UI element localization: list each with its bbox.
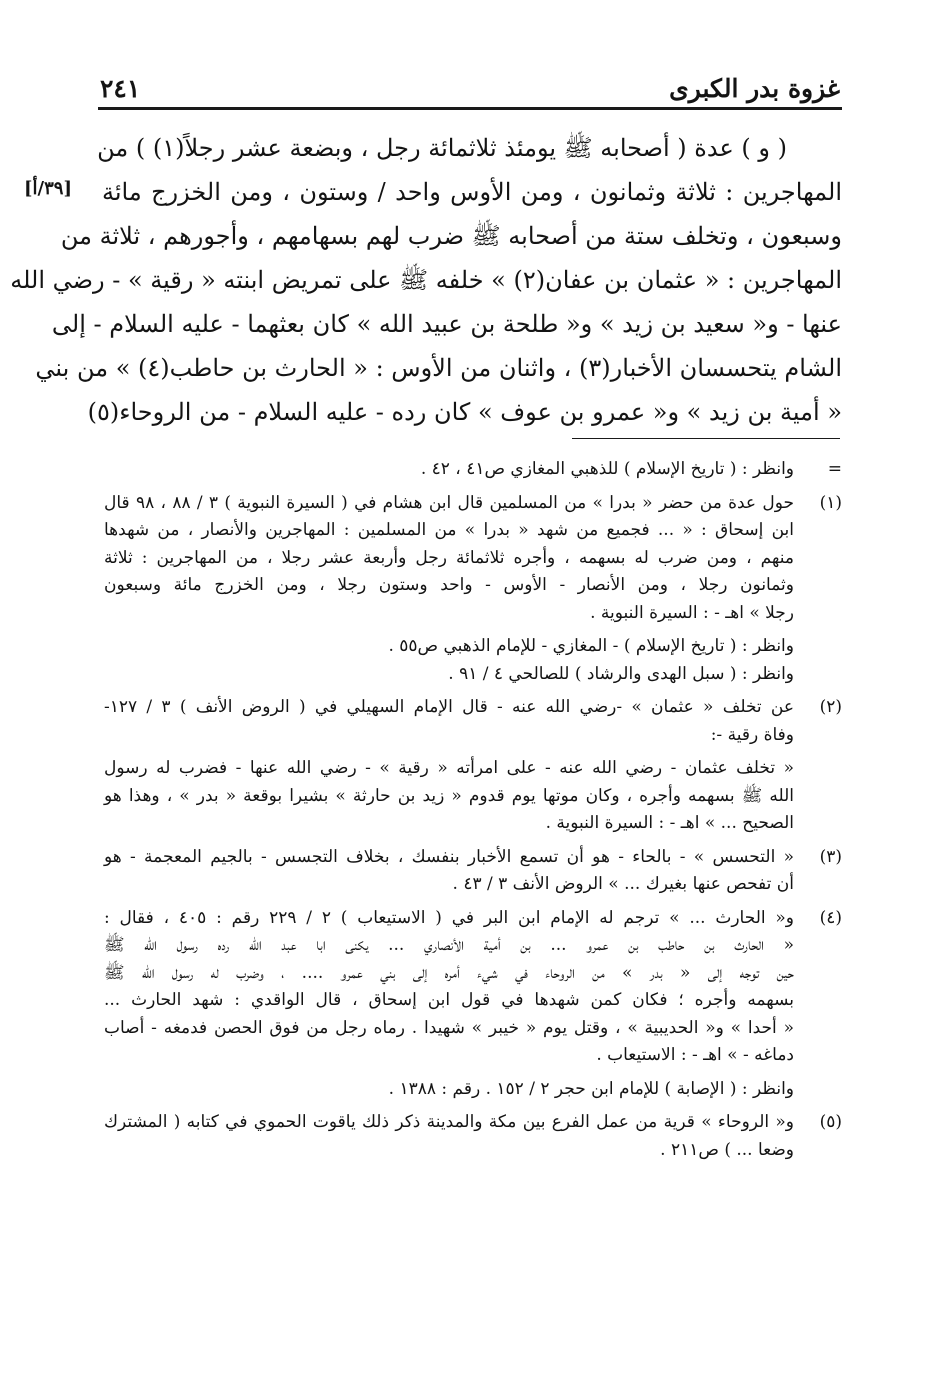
footnote-line: وثمانون رجلا ، ومن الأنصار - الأوس - واحد وستون رجلا ، ومن الخزرج مائة وسبعون [104,575,794,595]
footnote-marker: = [827,459,842,479]
footnote-line: وانظر : ( سبل الهدى والرشاد ) للصالحي ٤ / ٩١ . [448,663,794,684]
footnote-marker: (٢) [819,697,842,717]
footnote-marker: (٥) [819,1112,842,1132]
footnote-line: حين توجه إلى « بدر » من الروحاء في شيء أمره إلى بني عمرو .... ، وضرب له رسول الله ﷺ [104,962,794,983]
footnote-line: رجلا » اهـ - : السيرة النبوية . [590,602,794,623]
running-title: غزوة بدر الكبرى [669,74,840,103]
footnote-marker: (٣) [819,846,842,867]
footnote-line: « تخلف عثمان - رضي الله عنه - على امرأته « رقية » - رضي الله عنها - فضرب له رسول [104,758,794,778]
footnote-line: وانظر : ( الإصابة ) للإمام ابن حجر ٢ / ١٥٢ . رقم : ١٣٨٨ . [388,1078,794,1099]
body-line: المهاجرين : ثلاثة وثمانون ، ومن الأوس واحد / وستون ، ومن الخزرج مائة [102,178,842,206]
footnote-line: الله ﷺ بسهمه وأجره ، وكان موتها يوم قدوم « زيد بن حارثة » بشيرا بوقعة « بدر » ، وهذا هو [104,785,794,806]
footnote-line: بسهمه وأجره ؛ فكان كمن شهدها في قول ابن إسحاق ، قال الواقدي : شهد الحارث ... [104,990,794,1010]
footnote-line: وانظر : ( تاريخ الإسلام ) - المغازي - للإمام الذهبي ص٥٥ . [388,636,794,656]
footnote-1 [104,490,842,689]
footnote-line: و« الحارث ... » ترجم له الإمام ابن البر في ( الاستيعاب ) ٢ / ٢٢٩ رقم : ٤٠٥ ، فقال : [104,907,795,928]
footnote-line: « الحارث بن حاطب بن عمرو ... بن أمية الأنصاري ... يكنى ابا عبد الله رده رسول الله ﷺ [104,935,794,955]
body-line: عنها - و« سعيد بن زيد » و« طلحة بن عبيد الله » كان بعثهما - عليه السلام - إلى [51,310,842,338]
footnote-2 [104,694,842,838]
body-line: وسبعون ، وتخلف ستة من أصحابه ﷺ ضرب لهم بسهامهم ، وأجورهم ، ثلاثة من [60,222,842,250]
footnote-line: وفاة رقية -: [710,724,794,745]
footnote-3 [104,844,842,899]
footnote-line: « التحسس » - بالحاء - هو أن تسمع الأخبار بنفسك ، بخلاف التجسس - بالجيم المعجمة - هو [104,846,794,867]
footnote-line: منهم ، ومن ضرب له بسهمه ، وأجره ثلاثمائة رجل وأربعة عشر رجلا ، من المهاجرين : ثلاثة [104,547,794,568]
header-rule [98,107,842,110]
footnote-line: وضعا ... ) ص٢١١ . [660,1139,794,1160]
footnote-4 [104,905,842,1104]
footnote-separator [572,438,840,439]
footnote-marker: (٤) [819,907,842,928]
footnote-line: عن تخلف « عثمان » -رضي الله عنه - قال الإمام السهيلي في ( الروض الأنف ) ٣ / ١٢٧- [104,697,794,717]
body-line: « أمية بن زيد » و« عمرو بن عوف » كان رده - عليه السلام - من الروحاء(٥) [87,398,842,426]
footnote-line: الصحيح ... » اهـ - : السيرة النبوية . [545,813,794,833]
footnote-5 [104,1109,842,1164]
body-line: الشام يتحسسان الأخبار(٣) ، واثنان من الأوس : « الحارث بن حاطب(٤) » من بني [35,354,842,382]
body-line: ( و ) عدة ( أصحابه ﷺ يومئذ ثلاثمائة رجل ، وبضعة عشر رجلاً(١) ) من [97,134,787,162]
page-header [100,70,840,110]
body-line: المهاجرين : « عثمان بن عفان(٢) » خلفه ﷺ على تمريض ابنته « رقية » - رضي الله [10,266,842,294]
footnote-continued [104,456,842,484]
footnote-line: دماغه - » اهـ - : الاستيعاب . [596,1045,794,1065]
footnote-line: و« الروحاء » قرية من عمل الفرع بين مكة والمدينة ذكر ذلك ياقوت الحموي في كتابه ( المشترك [104,1112,794,1132]
footnotes [104,456,842,1170]
footnote-line: أن تفحص عنها بغيرك ... » الروض الأنف ٣ / ٤٣ . [452,874,794,894]
footnote-line: وانظر : ( تاريخ الإسلام ) للذهبي المغازي ص٤١ ، ٤٢ . [420,459,794,479]
footnote-line: ابن إسحاق : « ... فجميع من شهد « بدرا » من المسلمين : المهاجرين والأنصار ، من شهدها [104,520,794,540]
page-number: ٢٤١ [100,74,141,103]
footnote-line: حول عدة من حضر « بدرا » من المسلمين قال ابن هشام في ( السيرة النبوية ) ٣ / ٨٨ ، ٩٨ قال [104,492,795,513]
footnote-marker: (١) [819,492,842,513]
footnote-line: « أحدا » و« الحديبية » ، وقتل يوم « خيبر » شهيدا . رماه رجل من فوق الحصن فدمغه - أصاب [104,1017,794,1038]
manuscript-folio-note: [٣٩/أ] [24,178,72,199]
